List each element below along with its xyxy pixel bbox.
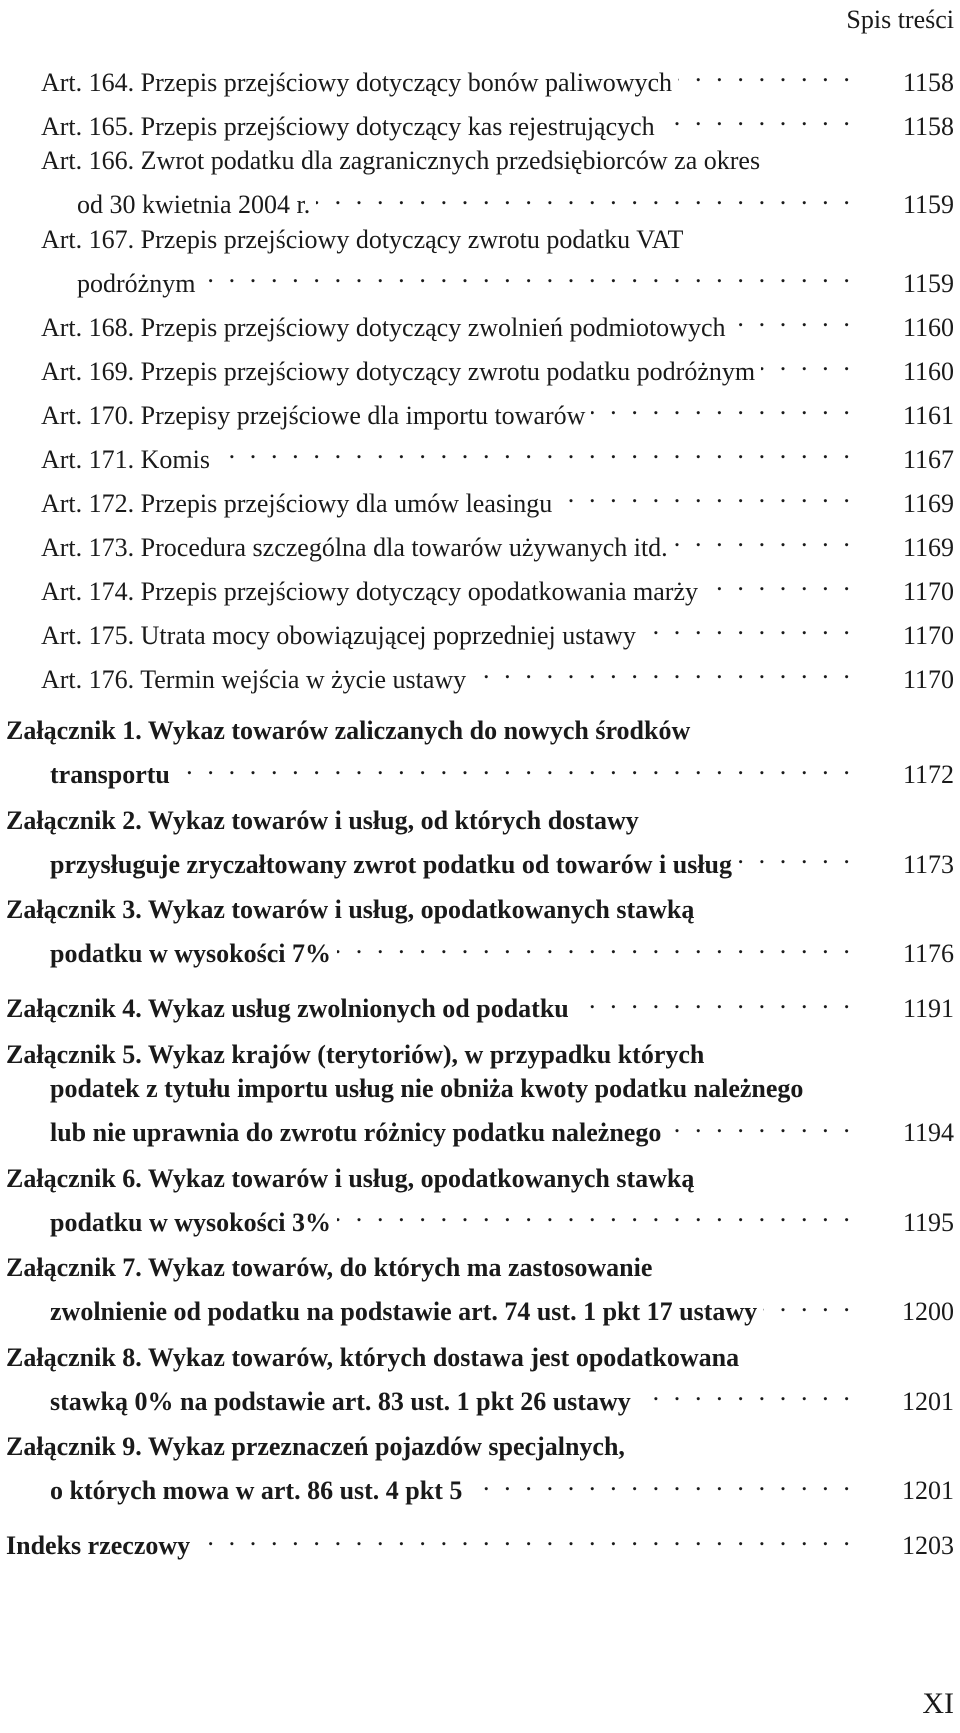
- toc-page-number: 1169: [902, 532, 954, 562]
- toc-page-number: 1201: [902, 1386, 954, 1416]
- toc-entry-title-line: transportu: [50, 760, 170, 789]
- toc-entry[interactable]: [0, 477, 960, 521]
- toc-entry[interactable]: [0, 301, 960, 345]
- toc-entry-title-line: Załącznik 1. Wykaz towarów zaliczanych do nowych środków: [6, 716, 691, 745]
- toc-entry-title-line: Załącznik 6. Wykaz towarów i usług, opodatkowanych stawką: [6, 1163, 695, 1193]
- toc-page-number: 1172: [902, 760, 954, 789]
- dot-leader: [661, 100, 854, 135]
- toc-entry-title-line: stawką 0% na podstawie art. 83 ust. 1 pkt 26 ustawy: [50, 1386, 631, 1416]
- toc-entry-title-line: Art. 169. Przepis przejściowy dotyczący zwrotu podatku podróżnym: [41, 356, 756, 386]
- toc-entry[interactable]: [0, 1162, 960, 1241]
- toc-page-number: 1194: [902, 1118, 954, 1147]
- toc-entry[interactable]: [0, 345, 960, 389]
- table-of-contents: [0, 56, 960, 1564]
- toc-entry[interactable]: [0, 1341, 960, 1420]
- page-number: XI: [922, 1687, 954, 1720]
- toc-page-number: 1159: [902, 190, 954, 219]
- dot-leader: [732, 301, 855, 336]
- toc-page-number: 1158: [902, 111, 954, 141]
- toc-entry-title-line: Załącznik 9. Wykaz przeznaczeń pojazdów specjalnych,: [6, 1432, 625, 1461]
- toc-page-number: 1170: [902, 576, 954, 606]
- dot-leader: [216, 433, 854, 468]
- toc-page-number: 1191: [902, 994, 954, 1023]
- toc-entry[interactable]: [0, 521, 960, 565]
- toc-entry-title-line: Załącznik 2. Wykaz towarów i usług, od których dostawy: [6, 805, 639, 835]
- toc-page-number: 1170: [902, 620, 954, 650]
- toc-page-number: 1160: [902, 312, 954, 342]
- dot-leader: [337, 928, 854, 963]
- toc-entry-title-line: Art. 170. Przepisy przejściowe dla importu towarów: [41, 400, 586, 430]
- toc-entry[interactable]: [0, 983, 960, 1027]
- dot-leader: [761, 345, 854, 380]
- toc-entry-title-line: zwolnienie od podatku na podstawie art. 74 ust. 1 pkt 17 ustawy: [50, 1297, 758, 1326]
- toc-entry-title-line: Art. 174. Przepis przejściowy dotyczący opodatkowania marży: [41, 576, 699, 606]
- dot-leader: [704, 565, 854, 600]
- toc-page-number: 1161: [902, 400, 954, 430]
- toc-entry[interactable]: [0, 714, 960, 793]
- toc-entry-title-line: Załącznik 5. Wykaz krajów (terytoriów), w przypadku których: [6, 1039, 705, 1069]
- toc-entry-title-line: podatku w wysokości 3%: [50, 1207, 332, 1237]
- dot-leader: [472, 653, 854, 688]
- dot-leader: [591, 389, 854, 424]
- toc-entry[interactable]: [0, 144, 960, 223]
- toc-entry[interactable]: [0, 100, 960, 144]
- toc-entry-title-line: Indeks rzeczowy: [6, 1531, 191, 1560]
- toc-entry-title-line: Art. 176. Termin wejścia w życie ustawy: [41, 664, 467, 694]
- toc-entry-title-line: Załącznik 3. Wykaz towarów i usług, opodatkowanych stawką: [6, 895, 695, 924]
- toc-entry[interactable]: [0, 1430, 960, 1509]
- dot-leader: [738, 838, 854, 873]
- toc-entry-title-line: o których mowa w art. 86 ust. 4 pkt 5: [50, 1476, 463, 1505]
- toc-page-number: 1176: [902, 939, 954, 968]
- dot-leader: [176, 749, 854, 784]
- toc-entry-title-line: Art. 171. Komis: [41, 444, 210, 474]
- toc-entry-title-line: podatku w wysokości 7%: [50, 939, 332, 968]
- toc-entry-title-line: Art. 166. Zwrot podatku dla zagranicznych przedsiębiorców za okres: [41, 146, 761, 175]
- dot-leader: [196, 1520, 854, 1555]
- toc-entry[interactable]: [0, 433, 960, 477]
- toc-entry-title-line: od 30 kwietnia 2004 r.: [77, 190, 311, 219]
- toc-entry[interactable]: [0, 804, 960, 883]
- toc-entry[interactable]: [0, 893, 960, 972]
- toc-page-number: 1160: [902, 356, 954, 386]
- toc-entry-title-line: Art. 168. Przepis przejściowy dotyczący zwolnień podmiotowych: [41, 312, 726, 342]
- toc-page-number: 1200: [902, 1297, 954, 1326]
- toc-entry-title-line: podatek z tytułu importu usług nie obniża kwoty podatku należnego: [50, 1074, 804, 1103]
- toc-entry-title-line: Art. 167. Przepis przejściowy dotyczący zwrotu podatku VAT: [41, 224, 684, 254]
- toc-entry-title-line: Art. 172. Przepis przejściowy dla umów leasingu: [41, 488, 553, 518]
- dot-leader: [558, 477, 854, 512]
- toc-entry-title-line: podróżnym: [77, 268, 196, 298]
- toc-entry-title-line: lub nie uprawnia do zwrotu różnicy podatku należnego: [50, 1118, 662, 1147]
- dot-leader: [316, 179, 854, 214]
- dot-leader: [468, 1465, 854, 1500]
- dot-leader: [763, 1286, 854, 1321]
- toc-entry[interactable]: [0, 653, 960, 697]
- toc-page-number: 1167: [902, 444, 954, 474]
- toc-entry-title-line: Art. 175. Utrata mocy obowiązującej poprzedniej ustawy: [41, 620, 636, 650]
- toc-entry-title-line: Art. 165. Przepis przejściowy dotyczący kas rejestrujących: [41, 111, 655, 141]
- dot-leader: [337, 1196, 854, 1231]
- toc-entry[interactable]: [0, 1520, 960, 1564]
- toc-entry-title-line: Załącznik 7. Wykaz towarów, do których ma zastosowanie: [6, 1253, 653, 1282]
- toc-entry[interactable]: [0, 223, 960, 302]
- dot-leader: [674, 521, 854, 556]
- dot-leader: [642, 609, 854, 644]
- toc-entry[interactable]: [0, 56, 960, 100]
- toc-page-number: 1170: [902, 664, 954, 694]
- toc-entry[interactable]: [0, 565, 960, 609]
- toc-entry-title-line: Załącznik 4. Wykaz usług zwolnionych od podatku: [6, 994, 569, 1023]
- toc-page-number: 1158: [902, 67, 954, 97]
- dot-leader: [201, 257, 854, 292]
- toc-page-number: 1173: [902, 849, 954, 879]
- toc-entry[interactable]: [0, 609, 960, 653]
- toc-entry-title-line: Art. 173. Procedura szczególna dla towarów używanych itd.: [41, 532, 668, 562]
- toc-page-number: 1201: [902, 1476, 954, 1505]
- toc-page-number: 1159: [902, 268, 954, 298]
- toc-entry-title-line: Załącznik 8. Wykaz towarów, których dostawa jest opodatkowana: [6, 1342, 740, 1372]
- dot-leader: [575, 983, 854, 1018]
- toc-page-number: 1203: [902, 1531, 954, 1560]
- toc-entry[interactable]: [0, 1038, 960, 1151]
- dot-leader: [678, 56, 854, 91]
- dot-leader: [637, 1375, 854, 1410]
- running-header: Spis treści: [846, 5, 954, 34]
- toc-entry[interactable]: [0, 389, 960, 433]
- toc-page-number: 1195: [902, 1207, 954, 1237]
- toc-entry[interactable]: [0, 1251, 960, 1330]
- toc-page-number: 1169: [902, 488, 954, 518]
- toc-entry-title-line: przysługuje zryczałtowany zwrot podatku od towarów i usług: [50, 849, 733, 879]
- dot-leader: [667, 1107, 854, 1142]
- toc-entry-title-line: Art. 164. Przepis przejściowy dotyczący bonów paliwowych: [41, 67, 673, 97]
